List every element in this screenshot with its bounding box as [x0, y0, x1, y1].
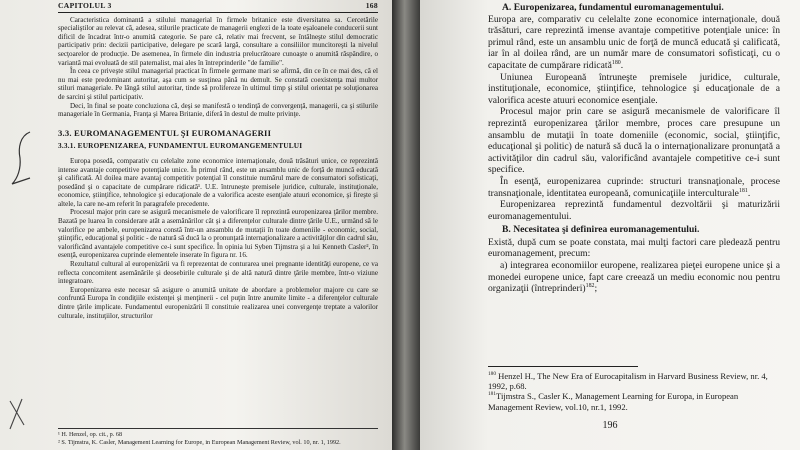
paragraph: Europenizarea este necesar să asigure o anumită unitate de abordare a problemelor majore cu care se confruntă Europa în condiţiile existenţei şi menţinerii - cel puţin între anumite limite - a diferenţelor culturale dintre ţările implicate. Fundamentul europenizării îl constituie realizarea unei convergenţe treptate a valorilor culturale, instituţiilor, structurilor	[58, 285, 378, 320]
paragraph: Deci, în final se poate concluziona că, deşi se manifestă o tendinţă de convergenţă, managerii, ca şi stilurile manageriale în Germania, Franţa şi Marea Britanie, diferă în destul de multe privinţe.	[58, 101, 378, 119]
paragraph: Europa are, comparativ cu celelalte zone economice internaţionale, două trăsături, care reprezintă imense avantaje competitive potenţiale unice: în primul rând, este un ansamblu unic de forţă de muncă educată şi calificată, iar în al doilea rând, are un număr mare de consumatori sofisticaţi, cu o capacitate de cumpărare ridicată$^{180}$.	[488, 13, 780, 71]
footnote-rule	[488, 366, 638, 367]
left-book-page	[0, 0, 392, 450]
paragraph: Rezultatul cultural al europenizării va fi reprezentat de conturarea unei pregnante identităţi europene, ce va reflecta concomitent asemănările şi deosebirile culturale şi de altă natură dintre ţările membre, într-o viziune integratoare.	[58, 260, 378, 286]
right-footnotes	[488, 366, 780, 412]
paragraph: Uniunea Europeană întruneşte premisele juridice, culturale, instituţionale, economice, ştiinţifice, tehnologice şi educaţionale de a valorifica aceste atuuri economice esenţiale.	[488, 71, 780, 106]
left-footnotes	[58, 428, 378, 446]
footnote: $^{180}$ Henzel H., The New Era of Eurocapitalism in Harvard Business Review, nr. 4, 1992, p.68.	[488, 371, 768, 392]
heading-b: B. Necesitatea şi definirea euromanagementului.	[502, 224, 700, 236]
paragraph: Procesul major prin care se asigură mecanismele de valorificare îl reprezintă europenizarea ţărilor membre, proces care presupune un ansamblu de mutaţii în toate domeniile (economic, social, ştiinţific, educaţional şi politic) de natură să ducă la o internaţionalizare pronunţată a activităţilor din cadrul său, valorificând avantajele competitive ce-i sunt specifice.	[488, 106, 780, 176]
paragraph: Există, după cum se poate constata, mai mulţi factori care pledează pentru euromanagement, precum:	[488, 236, 780, 260]
footnote: ¹ H. Henzel, op. cit., p. 68	[58, 431, 123, 439]
footnote: $^{181}$Tijmstra S., Casler K., Management Learning for Europa, in European Management Review, vol.10, nr.1, 1992.	[488, 391, 739, 412]
handwritten-bracket-mark	[8, 128, 38, 188]
paragraph: Procesul major prin care se asigură mecanismele de valorificare îl reprezintă europenizarea ţărilor membre. Bazată pe luarea în considerare atât a asemănărilor cât şi a diferenţelor culturale dintre ţările U.E., urmând să le valorifice pe ambele, europenizarea constă într-un ansamblu de mutaţii în toate domeniile - economic, social, ştiinţific, educaţional şi politic - de natură să ducă la o pronunţată internaţionalizare a activităţilor din cadrul său, valorificând avantajele competitive ce-i sunt specifice. În opinia lui Syben Tijmstra şi a lui Kenneth Casler², în esenţă, europenizarea cuprinde elementele inserate în figura nr. 16.	[58, 208, 378, 260]
running-head	[58, 2, 378, 13]
paragraph: În ceea ce priveşte stilul managerial practicat în firmele germane mari se afirmă, din ce în ce mai des, că el nu mai este predominant autoritar, aşa cum se susţinea până nu demult. Se constată coexistenţa mai multor stiluri manageriale. Pe lângă stilul autoritar, tinde să prolifereze în ultimul timp şi stilul orientat pe soluţionarea de sarcini şi stilul participativ.	[58, 67, 378, 101]
chapter-label: CAPITOLUL 3	[58, 1, 112, 10]
handwritten-cross-mark	[4, 395, 30, 435]
paragraph: a) integrarea economiilor europene, realizarea pieţei europene unice şi a monedei europene unice, fapt care creează un mediu economic nou pentru organizaţii (întreprinderi)$^{182}$;	[488, 260, 780, 295]
paragraph: În esenţă, europenizarea cuprinde: structuri transnaţionale, procese transnaţionale, identitatea europeană, comunicaţiile interculturale$^{181}$.	[488, 175, 780, 199]
right-page-number: 196	[602, 420, 618, 431]
paragraph: Europenizarea reprezintă fundamentul dezvoltării şi maturizării euromanagementului.	[488, 199, 780, 222]
book-gutter	[392, 0, 420, 450]
paragraph: Europa posedă, comparativ cu celelalte zone economice internaţionale, două trăsături unice, ce reprezintă intense avantaje competitive potenţiale unice. În primul rând, este un ansamblu unic de forţă de muncă educată şi calificată. Al doilea mare avantaj competitiv potenţial îl constituie numărul mare de consumatori sofisticaţi, posedând şi o capacitate de cumpărare ridicată¹. U.E. întruneşte premisele juridice, culturale, instituţionale, economice, ştiinţifice, tehnologice şi educaţionale de a valorifica aceste esenţiale atuuri economice, şi fireşte şi altele, la care ne-am referit în paragrafele precedente.	[58, 156, 378, 208]
section-heading: 3.3. EUROMANAGEMENTUL ŞI EUROMANAGERII	[58, 127, 272, 138]
subsection-heading: 3.3.1. EUROPENIZAREA, FUNDAMENTUL EUROMANGEMENTULUI	[58, 141, 303, 151]
paragraph: Caracteristica dominantă a stilului managerial în firmele britanice este diversitatea sa. Cercetările specialiştilor au relevat că, adesea, stilurile practicate de managerii englezi de la toate eşaloanele conducerii sunt dificil de încadrat într-o anumită categorie. Se pare că, relativ mai frecvent, se întâlneşte stilul democratic participativ prin: decizii participative, delegare pe scară largă, consultare a consiliilor muncitoreşti la nivelul secţoarelor de producţie. De asemenea, în firmele din industria prelucrătoare cunoaşte o anumită răspândire, o variantă mai evoluată de stil paternalist, mai ales în întreprinderile "de familie".	[58, 15, 378, 67]
footnote: ² S. Tijmstra, K. Casler, Management Learning for Europe, in European Management Review, vol. 10, nr. 1, 1992.	[58, 438, 341, 446]
left-page-number: 168	[365, 1, 378, 10]
heading-a: A. Europenizarea, fundamentul euromanagementului.	[502, 2, 724, 13]
right-book-page	[420, 0, 800, 450]
